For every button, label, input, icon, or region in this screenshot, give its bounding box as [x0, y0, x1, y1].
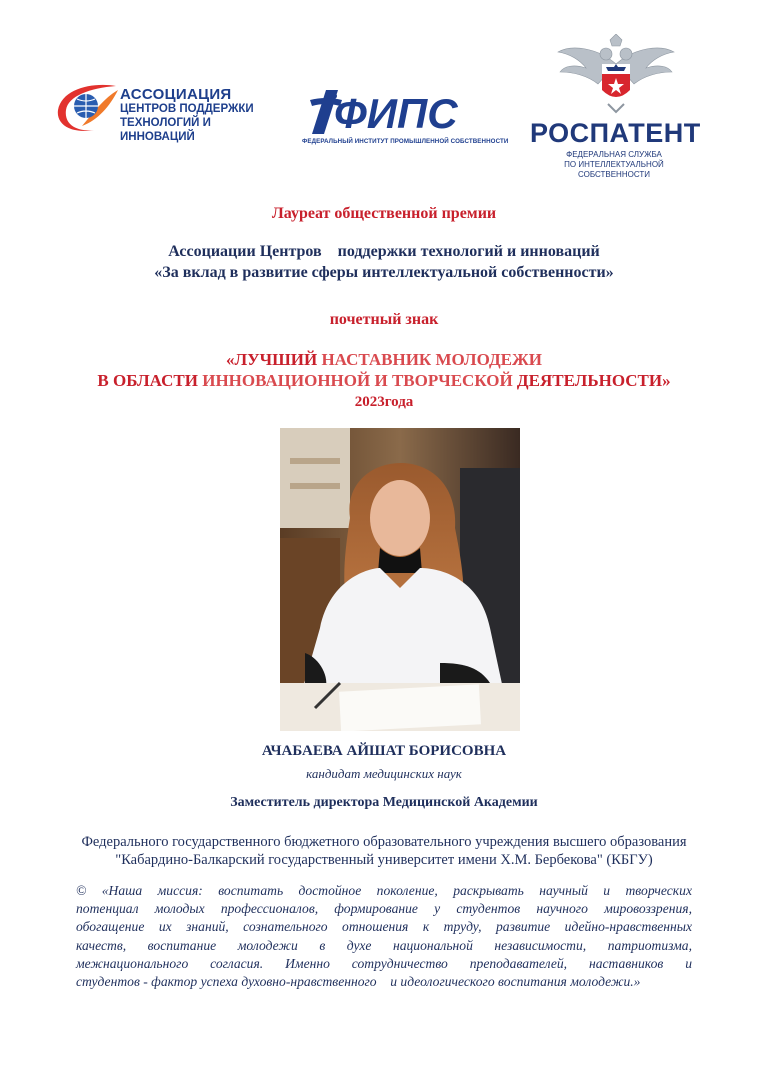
mission-line: © «Наша миссия: воспитать достойное поколение, раскрывать научный и творческих	[76, 883, 692, 898]
honorary-sign-label: почетный знак	[329, 311, 439, 328]
award-nomination: «За вклад в развитие сферы интеллектуальной собственности»	[154, 264, 614, 281]
rospatent-sub-line2: ПО ИНТЕЛЛЕКТУАЛЬНОЙ СОБСТВЕННОСТИ	[564, 160, 664, 179]
association-line2: ЦЕНТРОВ ПОДДЕРЖКИ	[120, 103, 254, 115]
fips-logo	[302, 90, 509, 150]
portrait-photo	[280, 428, 520, 731]
award-title-l2-b: ИННОВАЦИОННОЙ И ТВОРЧЕСКОЙ	[202, 371, 517, 390]
mission-line: обогащение их знаний, сознательного отношения к труду, развитие идейно-нравственных	[76, 919, 692, 935]
rospatent-wordmark: РОСПАТЕНТ	[530, 118, 701, 148]
rospatent-logo	[528, 40, 708, 179]
logo-strip	[0, 40, 768, 179]
mission-line: студентов - фактор успеха духовно-нравственного и идеологического воспитания молодежи.»	[76, 974, 641, 990]
laureate-heading: Лауреат общественной премии	[271, 205, 497, 222]
portrait-image	[280, 428, 520, 731]
award-title-line1	[0, 350, 768, 370]
award-title-l2-c: ДЕЯТЕЛЬНОСТИ»	[516, 371, 671, 390]
award-title-l1-a: «ЛУЧШИЙ	[225, 350, 322, 369]
award-title-l1-c: МОЛОДЕЖИ	[435, 350, 543, 369]
academic-degree: кандидат медицинских наук	[306, 766, 462, 781]
award-title-l2-a: В ОБЛАСТИ	[97, 371, 203, 390]
association-line3: ТЕХНОЛОГИЙ И ИННОВАЦИЙ	[120, 117, 211, 143]
organization-line2: "Кабардино-Балкарский государственный университет имени Х.М. Бербекова" (КБГУ)	[115, 852, 653, 868]
award-year: 2023года	[354, 394, 414, 410]
mission-line: качеств, воспитание молодежи в духе национальной независимости, патриотизма,	[76, 937, 692, 953]
mission-line: межнационального согласия. Именно сотрудничество преподавателей, наставников и	[76, 955, 692, 971]
association-logo-text	[120, 88, 284, 144]
award-title-l1-b: НАСТАВНИК	[321, 350, 436, 369]
fips-subtitle: ФЕДЕРАЛЬНЫЙ ИНСТИТУТ ПРОМЫШЛЕННОЙ СОБСТВЕННОСТИ	[302, 138, 509, 145]
rospatent-sub-line1: ФЕДЕРАЛЬНАЯ СЛУЖБА	[566, 150, 662, 159]
association-title: Ассоциации Центров поддержки технологий и инноваций	[168, 243, 600, 260]
association-swoosh-icon	[54, 80, 124, 140]
mission-line: потенциал молодых профессионалов, формирование у студентов научного мировоззрения,	[76, 901, 692, 917]
association-logo	[54, 80, 284, 143]
double-headed-eagle-icon	[528, 34, 704, 114]
mission-statement	[76, 882, 692, 991]
association-line1: АССОЦИАЦИЯ	[120, 86, 232, 103]
rospatent-subtitle	[528, 150, 700, 180]
fips-wordmark: ФИПС	[334, 90, 458, 137]
person-name: АЧАБАЕВА АЙШАТ БОРИСОВНА	[261, 743, 507, 759]
organization-line1: Федерального государственного бюджетного образовательного учреждения высшего образования	[81, 834, 687, 850]
award-title-line2	[0, 371, 768, 391]
job-position: Заместитель директора Медицинской Академии	[230, 795, 538, 810]
